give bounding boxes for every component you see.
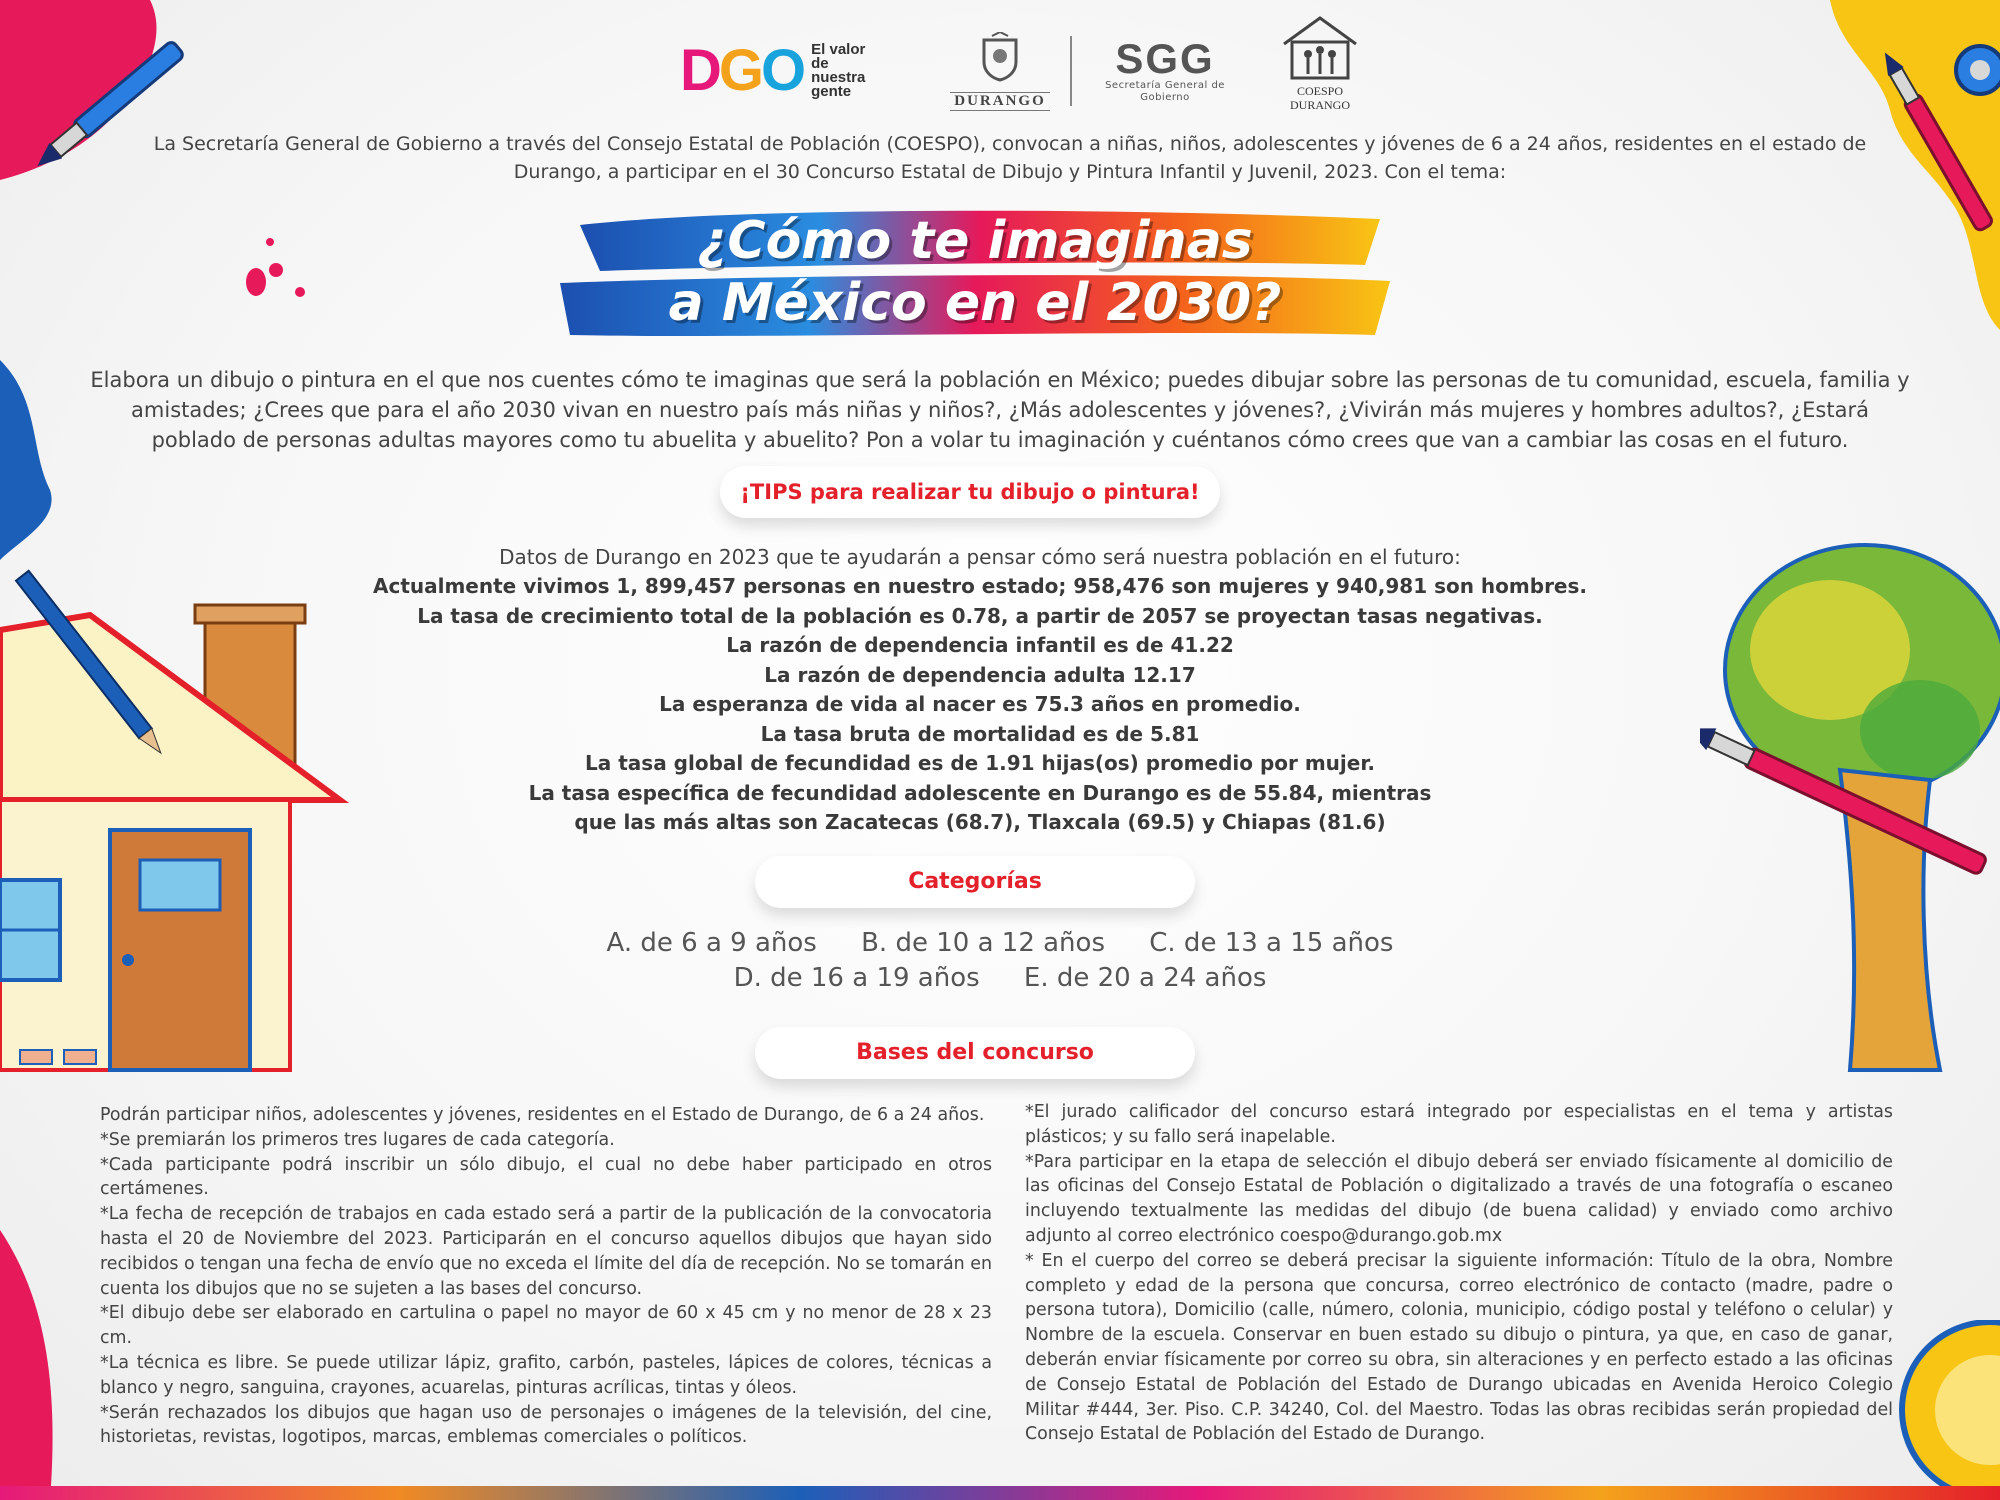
category-item: C. de 13 a 15 años	[1149, 928, 1394, 958]
headline-line-2: a México en el 2030?	[668, 273, 1282, 333]
decor-house-drawing	[0, 360, 350, 1080]
durango-crest-icon	[978, 32, 1022, 82]
coespo-logo	[1275, 14, 1365, 112]
headline-line-1: ¿Cómo te imaginas	[697, 211, 1253, 271]
bases-paragraph: *La fecha de recepción de trabajos en cada estado será a partir de la publicación de la convocatoria hasta el 20 de Noviembre del 2023. Participarán en el concurso aquellos dibujos que hayan sido recibidos o tengan una fecha de envío que no exceda el límite del día de recepción. No se tomarán en cuenta los dibujos que no se sujeten a las bases del concurso.	[100, 1204, 992, 1299]
category-item: B. de 10 a 12 años	[861, 928, 1105, 958]
decor-bottom-right-paint	[1880, 1320, 2000, 1500]
bases-right-column	[1025, 1100, 1893, 1447]
category-item: D. de 16 a 19 años	[733, 963, 980, 993]
sgg-acronym: SGG	[1115, 35, 1215, 82]
durango-label: DURANGO	[950, 92, 1050, 111]
bases-left-column	[100, 1103, 992, 1450]
stat-item: La tasa global de fecundidad es de 1.91 hijas(os) promedio por mujer.	[585, 751, 1375, 775]
intro-text: La Secretaría General de Gobierno a través del Consejo Estatal de Población (COESPO), convocan a niñas, niños, adolescentes y jóvenes de 6 a 24 años, residentes en el estado de Durango, a participar en el 30 Concurso Estatal de Dibujo y Pintura Infantil y Juvenil, 2023. Con el tema:	[153, 133, 1867, 183]
stats-intro: Datos de Durango en 2023 que te ayudarán a pensar cómo será nuestra población en el futuro:	[499, 545, 1461, 569]
bases-paragraph: *Se premiarán los primeros tres lugares de cada categoría.	[100, 1129, 615, 1150]
bases-paragraph: * En el cuerpo del correo se deberá precisar la siguiente información: Título de la obra, Nombre completo y edad de la persona que concursa, correo electrónico de contacto (madre, padre o persona tutora), Domicilio (calle, número, colonia, municipio, código postal y teléfono o celular) y Nombre de la escuela. Conservar en buen estado su dibujo o pintura, ya que, en caso de ganar, deberán enviar físicamente por correo su obra, sin alteraciones y en perfecto estado a las oficinas de Consejo Estatal de Población del Estado de Durango ubicadas en Avenida Heroico Colegio Militar #444, 3er. Piso. C.P. 34240, Col. del Maestro. Todas las obras recibidas serán propiedad del Consejo Estatal de Población del Estado de Durango.	[1025, 1250, 1893, 1445]
categories-list	[500, 926, 1500, 996]
bases-paragraph: *El jurado calificador del concurso estará integrado por especialistas en el tema y artistas plásticos; y su fallo será inapelable.	[1025, 1102, 1893, 1147]
category-item: E. de 20 a 24 años	[1023, 963, 1267, 993]
decor-bottom-left-paint	[0, 1230, 80, 1500]
bases-paragraph: *Serán rechazados los dibujos que hagan uso de personajes o imágenes de la televisión, del cine, historietas, revistas, logotipos, marcas, emblemas comerciales o políticos.	[100, 1402, 992, 1448]
sgg-fullname: Secretaría General de Gobierno	[1105, 80, 1225, 103]
bottom-color-bar	[0, 1486, 2000, 1500]
bases-paragraph: *La técnica es libre. Se puede utilizar lápiz, grafito, carbón, pasteles, lápices de colores, técnicas a blanco y negro, sanguina, crayones, acuarelas, pinturas acrílicas, tintas y óleos.	[100, 1352, 992, 1398]
tips-title: ¡TIPS para realizar tu dibujo o pintura!	[720, 466, 1220, 518]
description-text: Elabora un dibujo o pintura en el que nos cuentes cómo te imaginas que será la población en México; puedes dibujar sobre las personas de tu comunidad, escuela, familia y amistades; ¿Crees que para el año 2030 vivan en nuestro país más niñas y niños?, ¿Más adolescentes y jóvenes?, ¿Vivirán más mujeres y hombres adultos?, ¿Estará poblado de personas adultas mayores como tu abuelita y abuelito? Pon a volar tu imaginación y cuéntanos cómo crees que van a cambiar las cosas en el futuro.	[90, 368, 1910, 452]
header-divider	[1070, 36, 1072, 106]
stat-item: La tasa de crecimiento total de la población es 0.78, a partir de 2057 se proyectan tasas negativas.	[417, 603, 1543, 628]
bases-paragraph: *El dibujo debe ser elaborado en cartulina o papel no mayor de 60 x 45 cm y no menor de 28 x 23 cm.	[100, 1303, 992, 1349]
bases-paragraph: *Para participar en la etapa de selección el dibujo deberá ser enviado físicamente al domicilio de las oficinas del Consejo Estatal de Población o digitalizado a través de una fotografía o escaneo incluyendo textualmente las medidas del dibujo (de buena calidad) y enviado como archivo adjunto al correo electrónico coespo@durango.gob.mx	[1025, 1151, 1893, 1246]
stat-item: La tasa bruta de mortalidad es de 5.81	[760, 721, 1200, 746]
bases-paragraph: *Cada participante podrá inscribir un sólo dibujo, el cual no debe haber participado en otros certámenes.	[100, 1154, 992, 1200]
dgo-logo	[680, 38, 881, 103]
stat-item: La razón de dependencia infantil es de 41.22	[726, 633, 1234, 657]
coespo-label: COESPO	[1296, 84, 1343, 98]
stat-item: La esperanza de vida al nacer es 75.3 años en promedio.	[659, 692, 1301, 716]
category-item: A. de 6 a 9 años	[606, 928, 817, 958]
bases-title: Bases del concurso	[755, 1027, 1195, 1079]
decor-paint-drops	[240, 230, 310, 300]
dgo-tagline: El valor de nuestra gente	[811, 41, 866, 100]
stats-list	[300, 572, 1660, 838]
decor-tree-drawing	[1700, 530, 2000, 1090]
stat-item: La tasa específica de fecundidad adolescente en Durango es de 55.84, mientras	[528, 780, 1432, 805]
bases-paragraph: Podrán participar niños, adolescentes y jóvenes, residentes en el Estado de Durango, de 6 a 24 años.	[100, 1105, 985, 1125]
stat-item: que las más altas son Zacatecas (68.7), Tlaxcala (69.5) y Chiapas (81.6)	[574, 810, 1386, 834]
coespo-house-icon	[1280, 14, 1360, 80]
stat-item: Actualmente vivimos 1, 899,457 personas en nuestro estado; 958,476 son mujeres y 940,981 son hombres.	[372, 574, 1587, 598]
contest-headline	[560, 210, 1390, 334]
categories-title: Categorías	[755, 856, 1195, 908]
dgo-wordmark: DGO	[680, 38, 804, 103]
stat-item: La razón de dependencia adulta 12.17	[764, 662, 1196, 687]
sgg-logo	[1095, 35, 1235, 104]
coespo-sublabel: DURANGO	[1290, 98, 1350, 112]
durango-logo	[940, 32, 1060, 111]
